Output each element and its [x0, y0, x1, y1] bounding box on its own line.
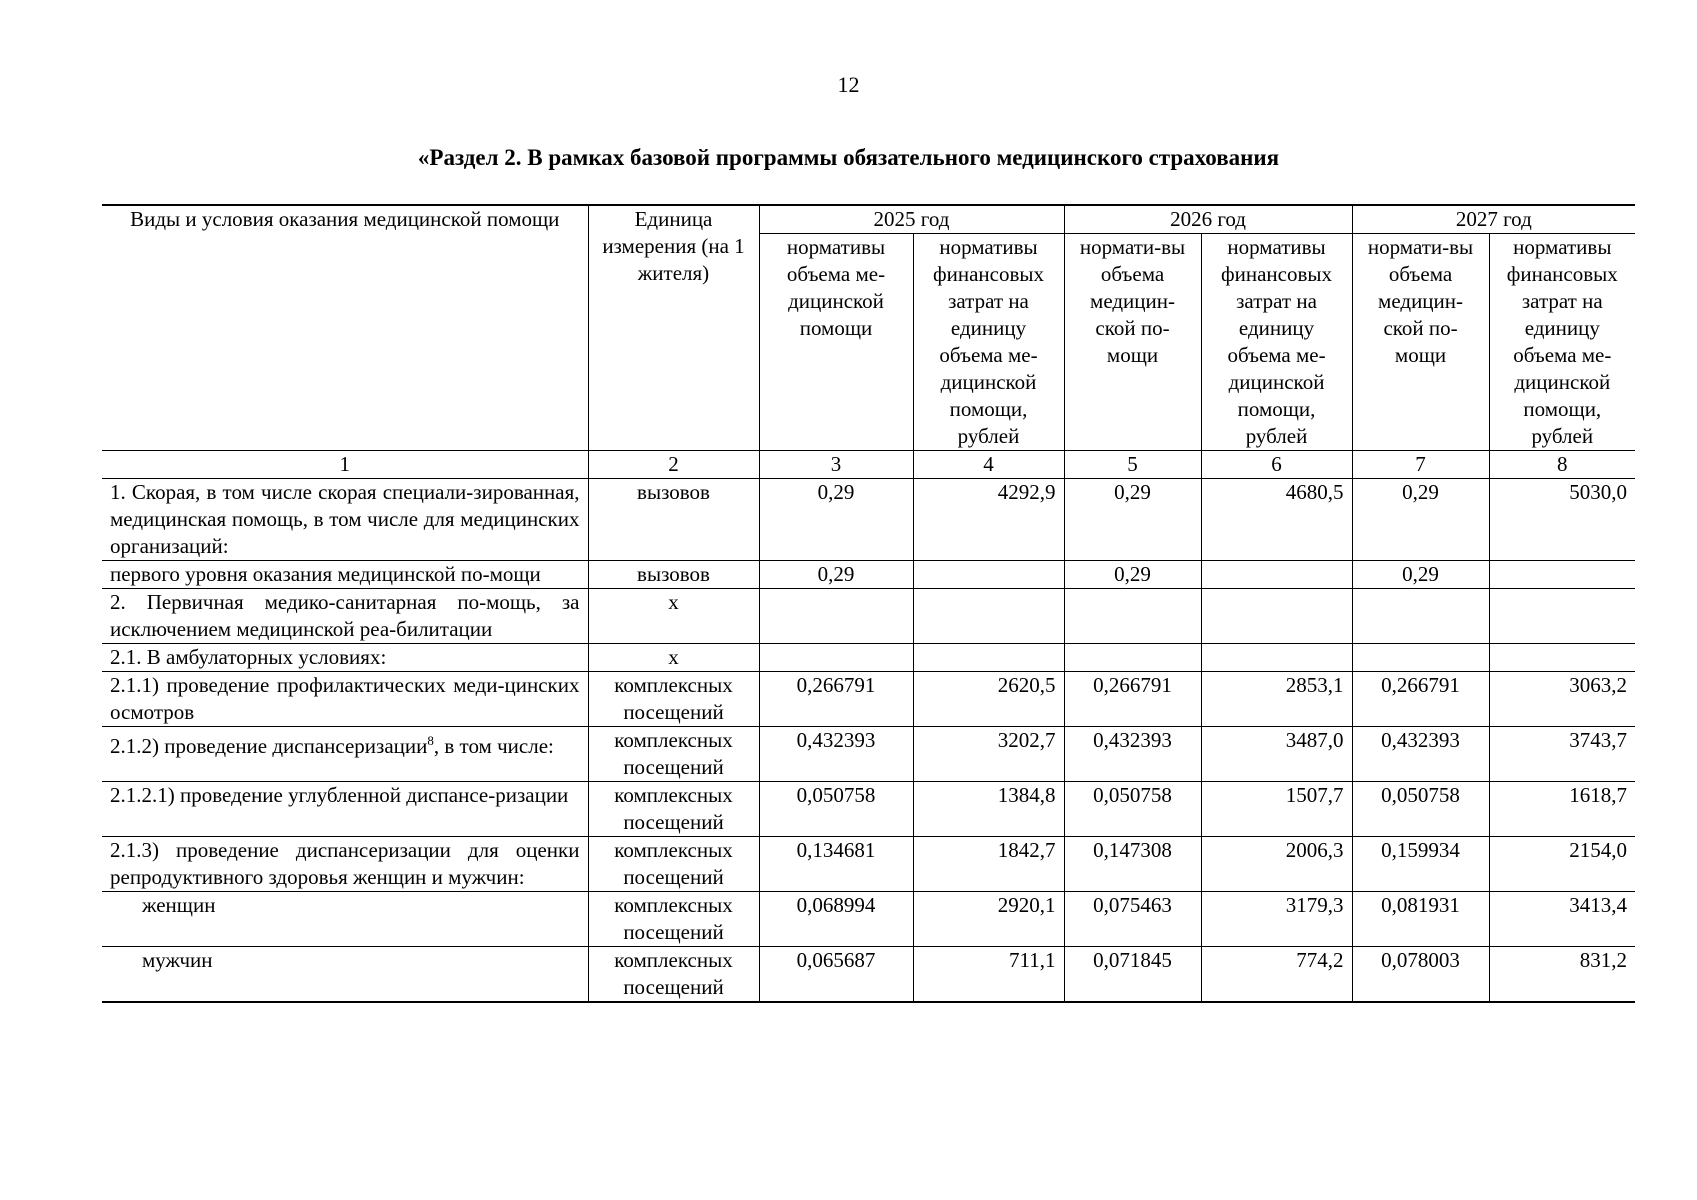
- table-row: [102, 782, 1635, 837]
- table-row: [102, 837, 1635, 892]
- column-number: 1: [102, 451, 588, 479]
- cell-volume-2025: 0,432393: [759, 727, 913, 782]
- cell-volume-2027: 0,29: [1352, 561, 1489, 589]
- cell-volume-2027: 0,266791: [1352, 672, 1489, 727]
- cell-cost-2027: [1489, 561, 1635, 589]
- cell-cost-2027: 2154,0: [1489, 837, 1635, 892]
- cell-volume-2025: 0,065687: [759, 947, 913, 1003]
- column-number: 4: [913, 451, 1064, 479]
- cell-cost-2025: 3202,7: [913, 727, 1064, 782]
- row-label: [102, 727, 588, 782]
- table-row: [102, 644, 1635, 672]
- cell-cost-2025: 2920,1: [913, 892, 1064, 947]
- row-label: женщин: [102, 892, 588, 947]
- cell-cost-2025: [913, 561, 1064, 589]
- table-row: [102, 589, 1635, 644]
- cell-volume-2026: 0,050758: [1064, 782, 1201, 837]
- cell-cost-2025: [913, 589, 1064, 644]
- cell-volume-2027: 0,050758: [1352, 782, 1489, 837]
- cell-volume-2027: [1352, 589, 1489, 644]
- header-services: Виды и условия оказания медицинской помощи: [102, 205, 588, 451]
- table-row: [102, 727, 1635, 782]
- row-unit: комплексных посещений: [588, 837, 759, 892]
- header-cost-2025: нормативы финансовых затрат на единицу объема ме-дицинской помощи, рублей: [913, 234, 1064, 451]
- cell-volume-2026: 0,432393: [1064, 727, 1201, 782]
- page-number: 12: [837, 72, 860, 97]
- row-label: 2.1.1) проведение профилактических меди-цинских осмотров: [102, 672, 588, 727]
- header-year-2025: 2025 год: [759, 205, 1064, 234]
- column-number: 7: [1352, 451, 1489, 479]
- header-cost-2027: нормативы финансовых затрат на единицу объема ме-дицинской помощи, рублей: [1489, 234, 1635, 451]
- cell-volume-2026: [1064, 644, 1201, 672]
- cell-volume-2025: 0,050758: [759, 782, 913, 837]
- cell-volume-2025: [759, 644, 913, 672]
- cell-cost-2025: 4292,9: [913, 479, 1064, 561]
- cell-cost-2027: 3063,2: [1489, 672, 1635, 727]
- row-label: 2.1.3) проведение диспансеризации для оценки репродуктивного здоровья женщин и мужчин:: [102, 837, 588, 892]
- header-row-years: [102, 205, 1635, 234]
- column-number: 2: [588, 451, 759, 479]
- cell-volume-2026: 0,29: [1064, 561, 1201, 589]
- row-label-tail: , в том числе:: [433, 734, 554, 758]
- cell-cost-2025: 711,1: [913, 947, 1064, 1003]
- column-number: 6: [1201, 451, 1352, 479]
- cell-cost-2026: 774,2: [1201, 947, 1352, 1003]
- cell-volume-2026: 0,266791: [1064, 672, 1201, 727]
- row-unit: комплексных посещений: [588, 782, 759, 837]
- cell-cost-2026: 4680,5: [1201, 479, 1352, 561]
- row-unit: комплексных посещений: [588, 727, 759, 782]
- header-year-2026: 2026 год: [1064, 205, 1352, 234]
- cell-volume-2027: 0,081931: [1352, 892, 1489, 947]
- table-row: [102, 672, 1635, 727]
- row-label: 2.1.2.1) проведение углубленной диспансе-ризации: [102, 782, 588, 837]
- column-number: 5: [1064, 451, 1201, 479]
- column-number-row: [102, 451, 1635, 479]
- row-unit: вызовов: [588, 479, 759, 561]
- header-unit: Единица измерения (на 1 жителя): [588, 205, 759, 451]
- cell-volume-2027: 0,159934: [1352, 837, 1489, 892]
- cell-cost-2025: 1384,8: [913, 782, 1064, 837]
- row-unit: х: [588, 589, 759, 644]
- cell-cost-2026: 2006,3: [1201, 837, 1352, 892]
- table-row: [102, 561, 1635, 589]
- cell-volume-2025: 0,134681: [759, 837, 913, 892]
- cell-volume-2026: 0,147308: [1064, 837, 1201, 892]
- header-year-2027: 2027 год: [1352, 205, 1635, 234]
- cell-volume-2026: [1064, 589, 1201, 644]
- cell-cost-2025: [913, 644, 1064, 672]
- column-number: 8: [1489, 451, 1635, 479]
- row-label: первого уровня оказания медицинской по-мощи: [102, 561, 588, 589]
- section-title: «Раздел 2. В рамках базовой программы обязательного медицинского страхования: [417, 145, 1280, 170]
- cell-volume-2025: 0,068994: [759, 892, 913, 947]
- footnote-mark: 8: [427, 733, 434, 748]
- row-unit: комплексных посещений: [588, 947, 759, 1003]
- row-label: 1. Скорая, в том числе скорая специали-зированная, медицинская помощь, в том числе для медицинских организаций:: [102, 479, 588, 561]
- cell-cost-2027: 3413,4: [1489, 892, 1635, 947]
- cell-volume-2025: 0,29: [759, 561, 913, 589]
- row-label: мужчин: [102, 947, 588, 1003]
- cell-volume-2025: 0,266791: [759, 672, 913, 727]
- cell-volume-2026: 0,071845: [1064, 947, 1201, 1003]
- cell-cost-2026: [1201, 644, 1352, 672]
- cell-cost-2025: 1842,7: [913, 837, 1064, 892]
- column-number: 3: [759, 451, 913, 479]
- row-label-text: 2.1.2) проведение диспансеризации: [110, 734, 428, 758]
- cell-cost-2026: 2853,1: [1201, 672, 1352, 727]
- cell-cost-2025: 2620,5: [913, 672, 1064, 727]
- cell-volume-2027: 0,432393: [1352, 727, 1489, 782]
- cell-cost-2026: 1507,7: [1201, 782, 1352, 837]
- cell-cost-2027: 831,2: [1489, 947, 1635, 1003]
- norms-table: [102, 204, 1635, 1003]
- row-label: 2. Первичная медико-санитарная по-мощь, за исключением медицинской реа-билитации: [102, 589, 588, 644]
- table-row: [102, 892, 1635, 947]
- row-unit: комплексных посещений: [588, 672, 759, 727]
- header-volume-2027: нормати-вы объема медицин-ской по-мощи: [1352, 234, 1489, 451]
- cell-cost-2026: [1201, 589, 1352, 644]
- row-unit: вызовов: [588, 561, 759, 589]
- cell-cost-2027: 1618,7: [1489, 782, 1635, 837]
- cell-volume-2026: 0,075463: [1064, 892, 1201, 947]
- header-volume-2026: нормати-вы объема медицин-ской по-мощи: [1064, 234, 1201, 451]
- cell-volume-2025: 0,29: [759, 479, 913, 561]
- cell-cost-2026: 3179,3: [1201, 892, 1352, 947]
- table-row: [102, 947, 1635, 1003]
- cell-volume-2027: 0,29: [1352, 479, 1489, 561]
- cell-volume-2027: [1352, 644, 1489, 672]
- row-label: 2.1. В амбулаторных условиях:: [102, 644, 588, 672]
- cell-cost-2027: [1489, 644, 1635, 672]
- cell-cost-2027: [1489, 589, 1635, 644]
- cell-volume-2026: 0,29: [1064, 479, 1201, 561]
- cell-cost-2027: 5030,0: [1489, 479, 1635, 561]
- row-unit: комплексных посещений: [588, 892, 759, 947]
- cell-cost-2026: [1201, 561, 1352, 589]
- table-row: [102, 479, 1635, 561]
- cell-volume-2027: 0,078003: [1352, 947, 1489, 1003]
- cell-volume-2025: [759, 589, 913, 644]
- cell-cost-2027: 3743,7: [1489, 727, 1635, 782]
- row-unit: х: [588, 644, 759, 672]
- header-volume-2025: нормативы объема ме-дицинской помощи: [759, 234, 913, 451]
- header-cost-2026: нормативы финансовых затрат на единицу объема ме-дицинской помощи, рублей: [1201, 234, 1352, 451]
- cell-cost-2026: 3487,0: [1201, 727, 1352, 782]
